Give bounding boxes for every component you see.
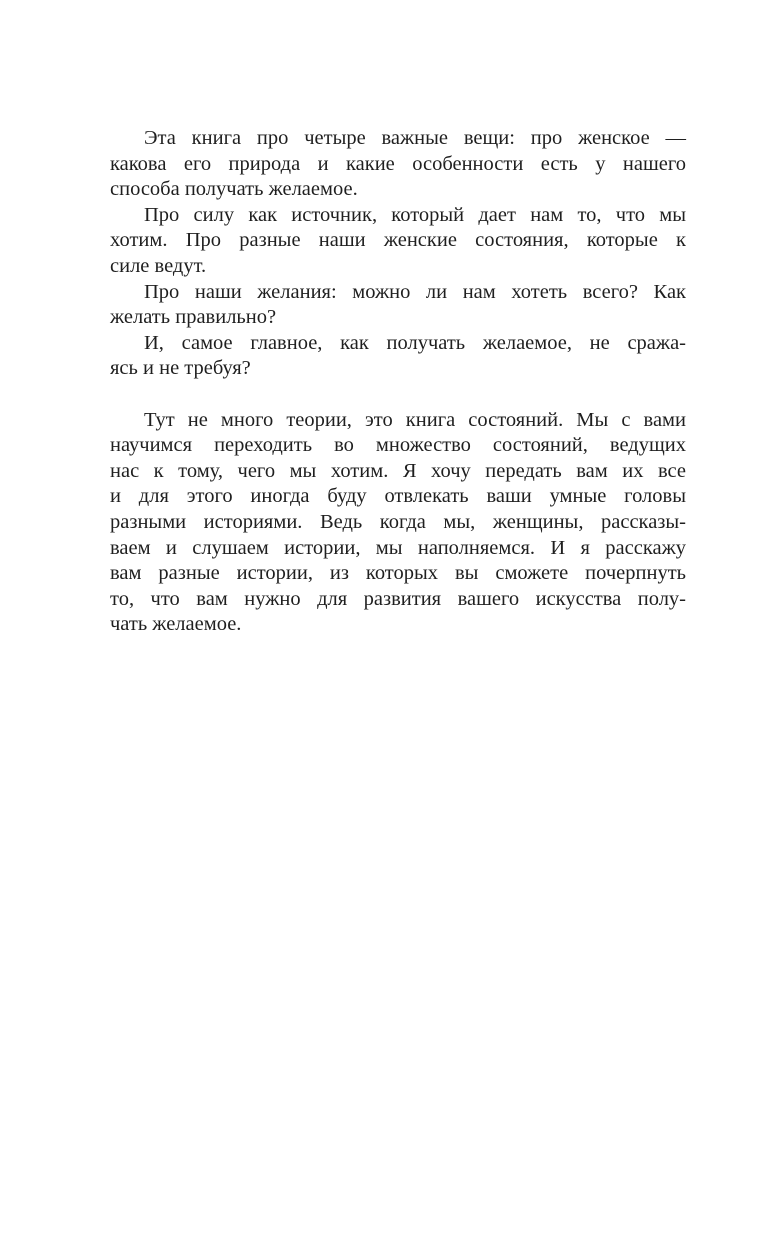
- paragraph-line: ваем и слушаем истории, мы наполняемся. И я расскажу: [110, 536, 686, 559]
- paragraph-line: какова его природа и какие особенности есть у нашего: [110, 152, 686, 175]
- paragraph-3: [110, 280, 686, 331]
- paragraph-line: нас к тому, чего мы хотим. Я хочу передать вам их все: [110, 459, 686, 482]
- paragraph-line: вам разные истории, из которых вы сможете почерпнуть: [110, 562, 686, 585]
- paragraph-line: Эта книга про четыре важные вещи: про женское —: [144, 127, 686, 149]
- paragraph-line: разными историями. Ведь когда мы, женщины, рассказы-: [110, 510, 686, 533]
- paragraph-line: Про наши желания: можно ли нам хотеть всего? Как: [144, 280, 686, 303]
- paragraph-line: Тут не много теории, это книга состояний. Мы с вами: [144, 408, 686, 431]
- paragraph-line: желать правильно?: [110, 306, 277, 329]
- paragraph-line: чать желаемое.: [110, 613, 242, 636]
- paragraph-line: хотим. Про разные наши женские состояния, которые к: [110, 229, 686, 252]
- section-gap: [110, 382, 686, 408]
- paragraph-2: [110, 203, 686, 280]
- paragraph-line: то, что вам нужно для развития вашего искусства полу-: [110, 587, 686, 610]
- paragraph-5: [110, 408, 686, 638]
- paragraph-line: и для этого иногда буду отвлекать ваши умные головы: [110, 485, 686, 508]
- page-body: [110, 126, 686, 638]
- paragraph-1: [110, 126, 686, 203]
- paragraph-line: силе ведут.: [110, 254, 207, 277]
- paragraph-4: [110, 331, 686, 382]
- paragraph-line: научимся переходить во множество состояний, ведущих: [110, 434, 686, 457]
- paragraph-line: способа получать желаемое.: [110, 178, 358, 201]
- paragraph-line: Про силу как источник, который дает нам то, что мы: [144, 203, 686, 226]
- paragraph-line: И, самое главное, как получать желаемое, не сража-: [144, 331, 686, 354]
- paragraph-line: ясь и не требуя?: [110, 357, 251, 380]
